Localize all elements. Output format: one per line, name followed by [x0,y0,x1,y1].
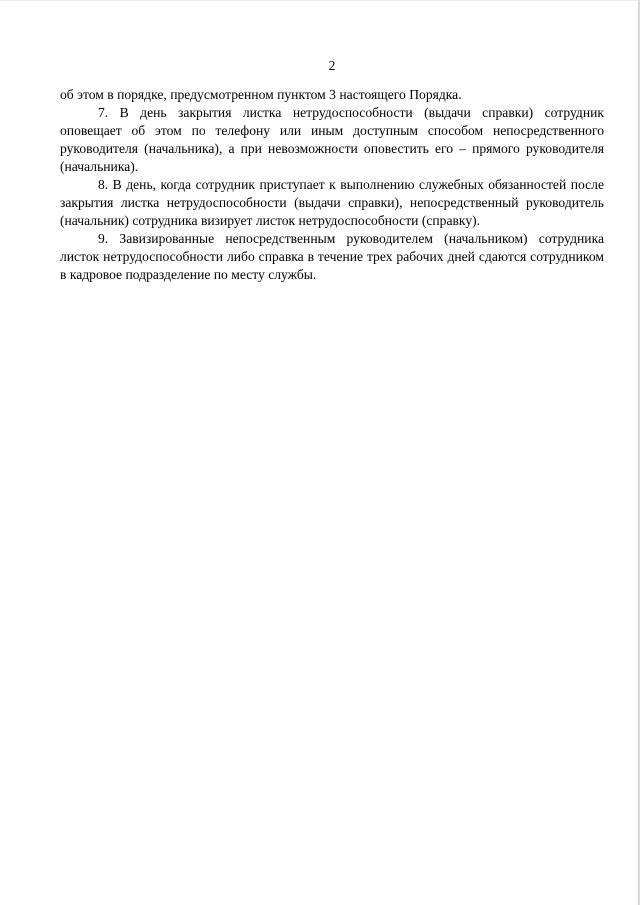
paragraph-8: 8. В день, когда сотрудник приступает к выполнению служебных обязанностей после закрытия листка нетрудоспособности (выдачи справки), непосредственный руководитель (начальник) сотрудника визирует листок нетрудоспособности (справку). [60,177,604,228]
document-body [60,86,604,284]
scan-edge-top [0,0,640,1]
paragraph-9: 9. Завизированные непосредственным руководителем (начальником) сотрудника листок нетрудоспособности либо справка в течение трех рабочих дней сдаются сотрудником в кадровое подразделение по месту службы. [60,231,604,282]
paragraph-7: 7. В день закрытия листка нетрудоспособности (выдачи справки) сотрудник оповещает об этом по телефону или иным доступным способом непосредственного руководителя (начальника), а при невозможности оповестить его – прямого руководителя (начальника). [60,105,604,174]
paragraph-continuation: об этом в порядке, предусмотренном пунктом 3 настоящего Порядка. [60,87,462,102]
page-number: 2 [328,58,336,73]
